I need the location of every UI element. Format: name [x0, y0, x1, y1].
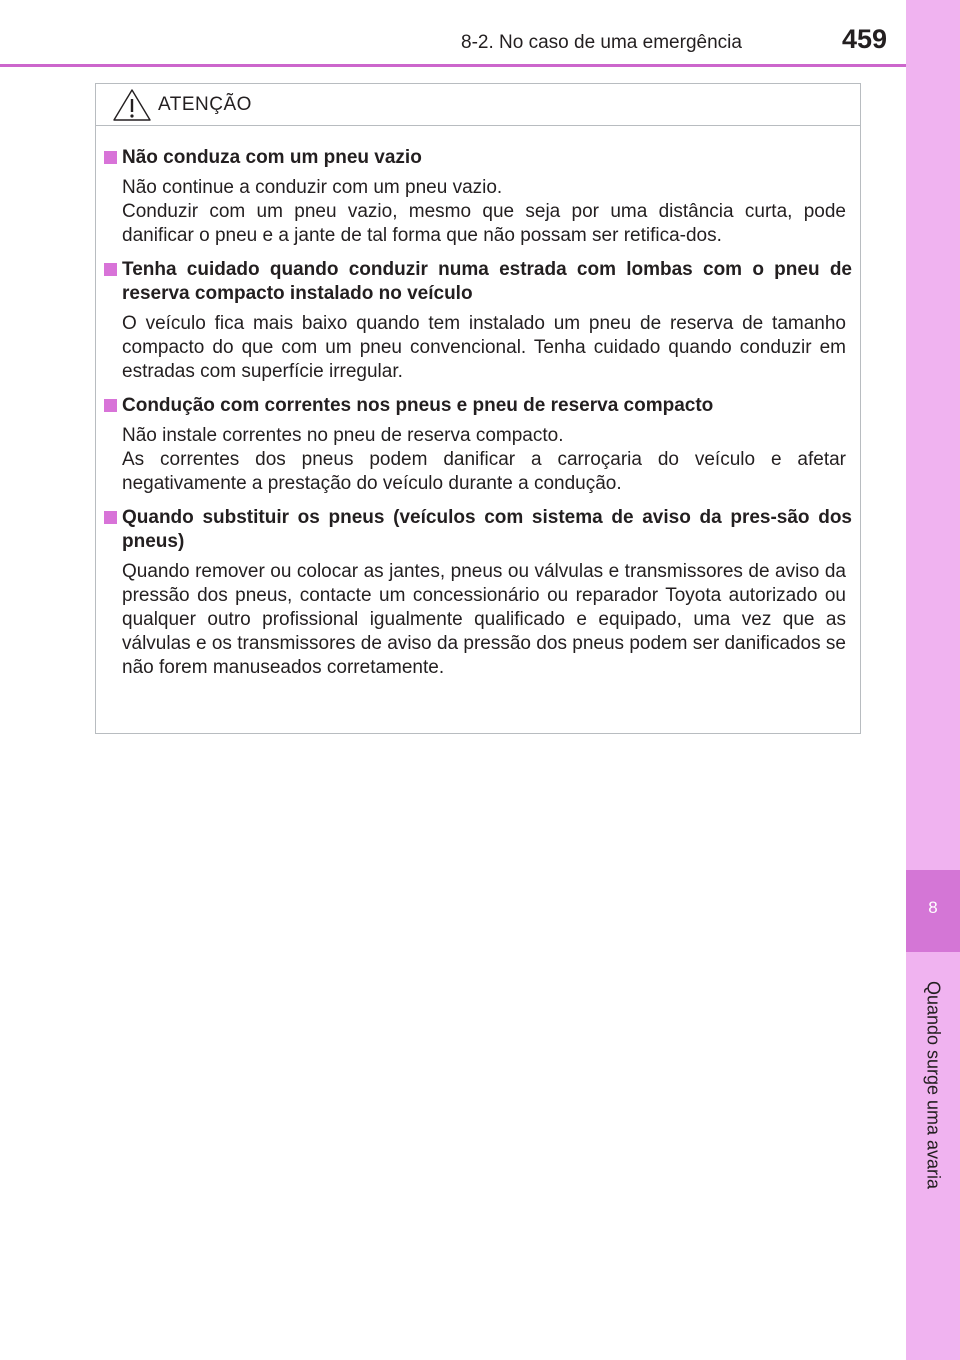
- warning-item-text: Conduzir com um pneu vazio, mesmo que seja por uma distância curta, pode danificar o pneu e a jante de tal forma que não possam ser retifica-dos.: [122, 201, 846, 246]
- warning-item-title: Tenha cuidado quando conduzir numa estrada com lombas com o pneu de reserva compacto instalado no veículo: [122, 259, 852, 304]
- warning-header: [96, 84, 860, 126]
- square-bullet-icon: [104, 511, 117, 524]
- warning-box: [95, 83, 861, 734]
- warning-item-title: Não conduza com um pneu vazio: [122, 147, 422, 168]
- header-divider: [0, 64, 906, 67]
- square-bullet-icon: [104, 151, 117, 164]
- warning-item-text: Quando remover ou colocar as jantes, pneus ou válvulas e transmissores de aviso da pressão dos pneus, contacte um concessionário ou reparador Toyota autorizado ou qualquer outro profissional igualmente qualificado e equipado, uma vez que as válvulas e os transmissores de aviso da pressão dos pneus podem ser danificados se não forem manuseados corretamente.: [122, 561, 846, 678]
- chapter-title: Quando surge uma avaria: [923, 980, 944, 1190]
- warning-item: [104, 506, 852, 680]
- square-bullet-icon: [104, 399, 117, 412]
- warning-item-text: Não continue a conduzir com um pneu vazio.: [122, 177, 503, 198]
- chapter-number: 8: [928, 898, 938, 917]
- page-number: 459: [842, 24, 888, 54]
- warning-item-title: Condução com correntes nos pneus e pneu de reserva compacto: [122, 395, 714, 416]
- warning-item: [104, 258, 852, 384]
- warning-item-text: Não instale correntes no pneu de reserva compacto.: [122, 425, 564, 446]
- warning-title: ATENÇÃO: [158, 94, 252, 115]
- warning-body: [96, 126, 860, 680]
- warning-triangle-icon: [112, 88, 152, 122]
- chapter-tab[interactable]: [906, 870, 960, 952]
- warning-item-title: Quando substituir os pneus (veículos com sistema de aviso da pres-são dos pneus): [122, 507, 852, 552]
- warning-item: [104, 394, 852, 496]
- square-bullet-icon: [104, 263, 117, 276]
- warning-item: [104, 146, 852, 248]
- section-title: 8-2. No caso de uma emergência: [461, 32, 742, 53]
- warning-item-text: As correntes dos pneus podem danificar a carroçaria do veículo e afetar negativamente a prestação do veículo durante a condução.: [122, 449, 846, 494]
- warning-item-text: O veículo fica mais baixo quando tem instalado um pneu de reserva de tamanho compacto do que com um pneu convencional. Tenha cuidado quando conduzir em estradas com superfície irregular.: [122, 313, 846, 382]
